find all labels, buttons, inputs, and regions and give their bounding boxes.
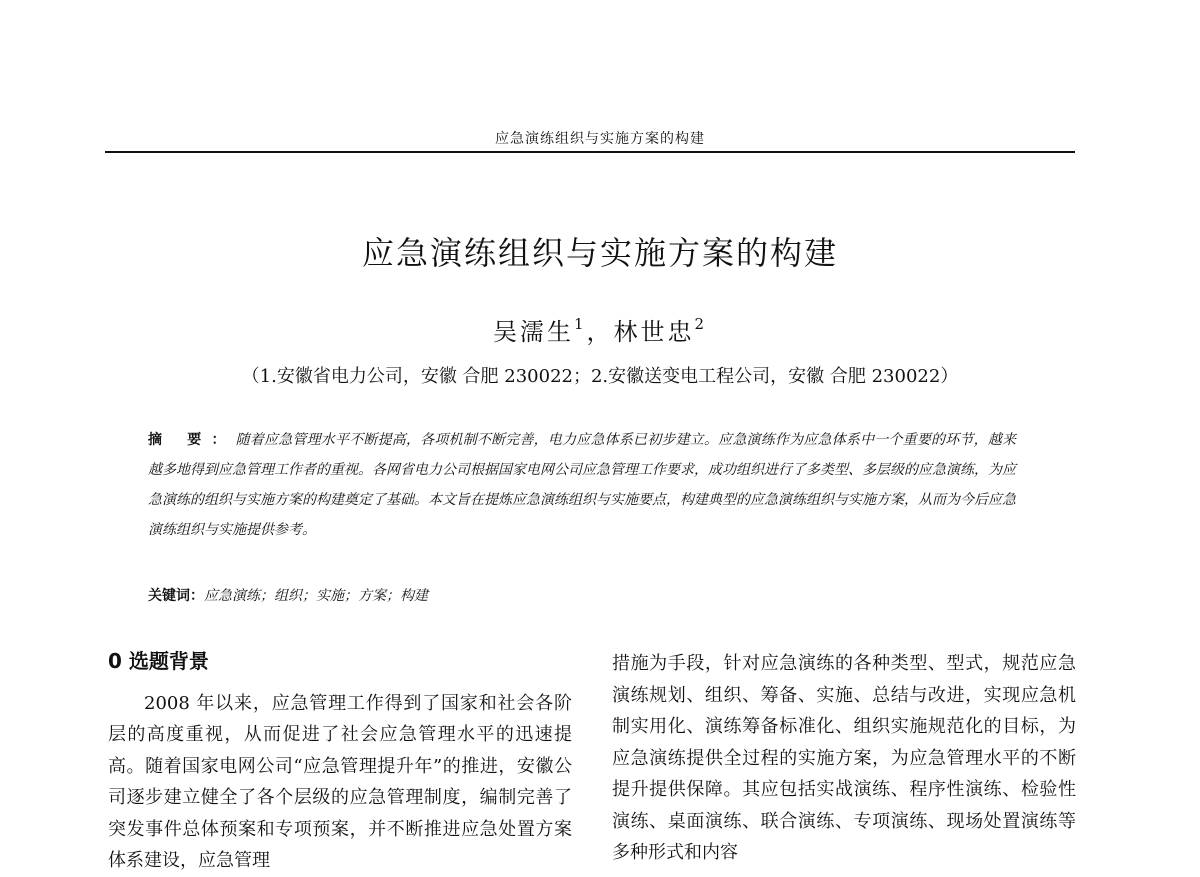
body-paragraph-left: 2008 年以来，应急管理工作得到了国家和社会各阶层的高度重视，从而促进了社会应急管理水平的迅速提高。随着国家电网公司“应急管理提升年”的推进，安徽公司逐步建立健全了各个层级的应急管理制度，编制完善了突发事件总体预案和专项预案，并不断推进应急处置方案体系建设，应急管理 xyxy=(108,692,572,871)
body-column-right xyxy=(612,648,1076,869)
keywords-label: 关键词： xyxy=(148,588,204,604)
authors xyxy=(0,312,1200,347)
body-paragraph-right: 措施为手段，针对应急演练的各种类型、型式，规范应急演练规划、组织、筹备、实施、总结与改进，实现应急机制实用化、演练筹备标准化、组织实施规范化的目标，为应急演练提供全过程的实施方案，为应急管理水平的不断提升提供保障。其应包括实战演练、程序性演练、检验性演练、桌面演练、联合演练、专项演练、现场处置演练等多种形式和内容 xyxy=(612,653,1076,863)
author-1: 吴濡生 xyxy=(492,318,574,346)
section-heading: 0 选题背景 xyxy=(108,649,209,673)
author-1-affiliation-mark: 1 xyxy=(573,315,587,333)
keywords-text: 应急演练；组织；实施；方案；构建 xyxy=(204,588,428,604)
keywords xyxy=(148,582,1016,610)
abstract-text: 随着应急管理水平不断提高，各项机制不断完善，电力应急体系已初步建立。应急演练作为应急体系中一个重要的环节，越来越多地得到应急管理工作者的重视。各网省电力公司根据国家电网公司应急管理工作要求，成功组织进行了多类型、多层级的应急演练，为应急演练的组织与实施方案的构建奠定了基础。本文旨在提炼应急演练组织与实施要点，构建典型的应急演练组织与实施方案，从而为今后应急演练组织与实施提供参考。 xyxy=(148,432,1017,538)
affiliation: （1.安徽省电力公司，安徽 合肥 230022；2.安徽送变电工程公司，安徽 合肥 230022） xyxy=(241,366,959,387)
author-separator: ， xyxy=(586,318,614,346)
abstract xyxy=(148,425,1016,545)
author-2-affiliation-mark: 2 xyxy=(694,315,708,333)
body-column-left xyxy=(108,646,572,877)
paper-title: 应急演练组织与实施方案的构建 xyxy=(361,234,838,272)
abstract-label: 摘 要： xyxy=(148,432,236,448)
header-rule xyxy=(105,151,1075,153)
author-2: 林世忠 xyxy=(613,318,695,346)
running-header: 应急演练组织与实施方案的构建 xyxy=(495,131,705,147)
